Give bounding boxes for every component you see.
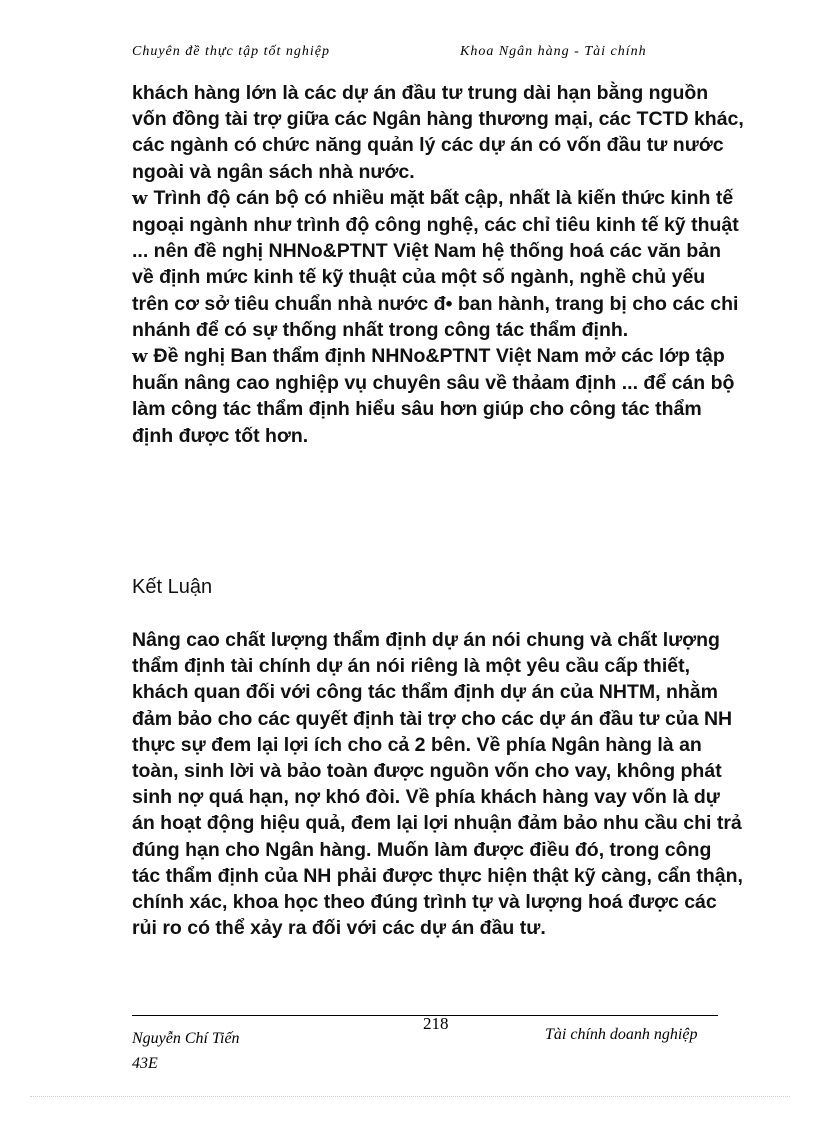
bullet-text: Trình độ cán bộ có nhiều mặt bất cập, nhất là kiến thức kinh tế ngoại ngành như trình độ công nghệ, các chỉ tiêu kinh tế kỹ thuật ... nên đề nghị NHNo&PTNT Việt Nam hệ thống hoá các văn bản về định mức kinh tế kỹ thuật của một số ngành, nghề chủ yếu trên cơ sở tiêu chuẩn nhà nước đ• ban hành, trang bị cho các chi nhánh để có sự thống nhất trong công tác thẩm định. — [132, 186, 739, 341]
author-class: 43E — [132, 1055, 158, 1072]
paragraph-continuation: khách hàng lớn là các dự án đầu tư trung dài hạn bằng nguồn vốn đồng tài trợ giữa các Ngân hàng thương mại, các TCTD khác, các ngành có chức năng quản lý các dự án có vốn đầu tư nước ngoài và ngân sách nhà nước. — [132, 82, 744, 183]
bullet-item — [132, 343, 744, 449]
footer-course: Tài chính doanh nghiệp — [545, 1026, 698, 1043]
author-name: Nguyễn Chí Tiến — [132, 1030, 240, 1047]
bullet-icon: w — [132, 346, 148, 368]
header-right-title: Khoa Ngân hàng - Tài chính — [460, 44, 647, 59]
running-header — [132, 44, 722, 68]
page-bottom-divider — [30, 1096, 790, 1097]
page-number: 218 — [423, 1014, 449, 1033]
header-left-title: Chuyên đề thực tập tốt nghiệp — [132, 44, 330, 59]
bullet-text: Đề nghị Ban thẩm định NHNo&PTNT Việt Nam mở các lớp tập huấn nâng cao nghiệp vụ chuyên sâu về thảam định ... để cán bộ làm công tác thẩm định hiểu sâu hơn giúp cho công tác thẩm định được tốt hơn. — [132, 345, 735, 447]
bullet-item — [132, 185, 744, 343]
conclusion-heading: Kết Luận — [132, 576, 213, 598]
body-text — [132, 80, 744, 449]
conclusion-paragraph: Nâng cao chất lượng thẩm định dự án nói chung và chất lượng thẩm định tài chính dự án nói riêng là một yêu cầu cấp thiết, khách quan đối với công tác thẩm định dự án của NHTM, nhằm đảm bảo cho các quyết định tài trợ cho các dự án đầu tư của NH thực sự đem lại lợi ích cho cả 2 bên. Về phía Ngân hàng là an toàn, sinh lời và bảo toàn được nguồn vốn cho vay, không phát sinh nợ quá hạn, nợ khó đòi. Về phía khách hàng vay vốn là dự án hoạt động hiệu quả, đem lại lợi nhuận đảm bảo nhu cầu chi trả đúng hạn cho Ngân hàng. Muốn làm được điều đó, trong công tác thẩm định của NH phải được thực hiện thật kỹ càng, cẩn thận, chính xác, khoa học theo đúng trình tự và lượng hoá được các rủi ro có thể xảy ra đối với các dự án đầu tư. — [132, 629, 743, 940]
bullet-icon: w — [132, 187, 148, 209]
footer-author — [132, 1026, 240, 1076]
